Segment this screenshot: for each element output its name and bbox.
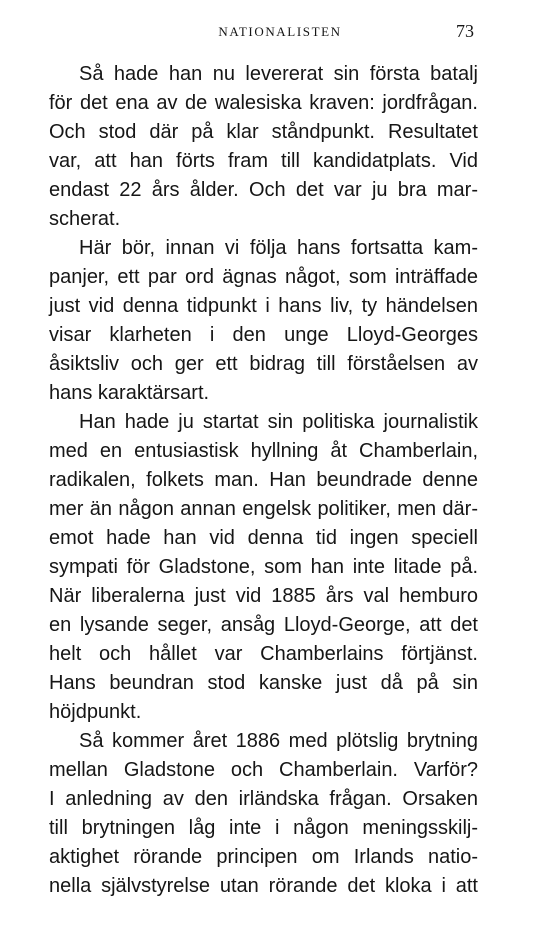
running-title: NATIONALISTEN <box>218 24 342 39</box>
text-line: Han hade ju startat sin politiska journalistik <box>79 411 478 433</box>
text-line: endast 22 års ålder. Och det var ju bra mar- <box>49 179 478 201</box>
text-line: aktighet rörande principen om Irlands natio- <box>49 846 478 868</box>
text-line: I anledning av den irländska frågan. Orsaken <box>49 788 478 810</box>
text-line: nella självstyrelse utan rörande det kloka i att <box>49 875 478 897</box>
text-line: radikalen, folkets man. Han beundrade denne <box>49 469 478 491</box>
text-line: panjer, ett par ord ägnas något, som inträffade <box>49 266 478 288</box>
text-line: emot hade han vid denna tid ingen speciell <box>49 527 478 549</box>
body-text <box>49 60 478 901</box>
text-line: åsiktsliv och ger ett bidrag till förståelsen av <box>49 353 478 375</box>
text-line: sympati för Gladstone, som han inte litade på. <box>49 556 478 578</box>
text-line: Så kommer året 1886 med plötslig brytning <box>79 730 478 752</box>
text-line: med en entusiastisk hyllning åt Chamberlain, <box>49 440 478 462</box>
text-line: helt och hållet var Chamberlains förtjänst. <box>49 643 478 665</box>
text-line: en lysande seger, ansåg Lloyd-George, att det <box>49 614 478 636</box>
text-line: mer än någon annan engelsk politiker, men där- <box>49 498 478 520</box>
text-line: höjdpunkt. <box>49 701 142 723</box>
text-line: När liberalerna just vid 1885 års val hemburo <box>49 585 478 607</box>
text-line: var, att han förts fram till kandidatplats. Vid <box>49 150 478 172</box>
text-line: Så hade han nu levererat sin första batalj <box>79 63 478 85</box>
text-line: visar klarheten i den unge Lloyd-Georges <box>49 324 478 346</box>
text-line: hans karaktärsart. <box>49 382 210 404</box>
running-header <box>0 20 560 44</box>
text-line: mellan Gladstone och Chamberlain. Varför? <box>49 759 478 781</box>
text-line: Hans beundran stod kanske just då på sin <box>49 672 478 694</box>
text-line: Här bör, innan vi följa hans fortsatta kam- <box>79 237 478 259</box>
text-line: till brytningen låg inte i någon meningsskilj- <box>49 817 478 839</box>
text-line: just vid denna tidpunkt i hans liv, ty händelsen <box>49 295 478 317</box>
text-line: scherat. <box>49 208 121 230</box>
text-line: för det ena av de walesiska kraven: jordfrågan. <box>49 92 478 114</box>
text-line: Och stod där på klar ståndpunkt. Resultatet <box>49 121 478 143</box>
page-number: 73 <box>456 21 474 41</box>
